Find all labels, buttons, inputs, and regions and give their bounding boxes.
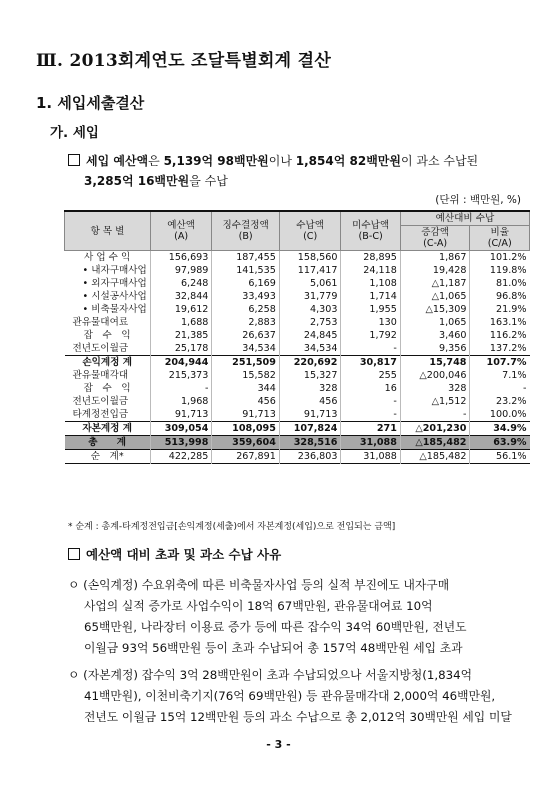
cell-unreceived: 28,895 bbox=[341, 251, 400, 265]
cell-unreceived: 16 bbox=[341, 382, 400, 395]
row-label: 타계정전입금 bbox=[72, 409, 129, 420]
cell-received: 34,534 bbox=[279, 342, 341, 356]
cell-unreceived: - bbox=[341, 395, 400, 408]
cell-unreceived: 130 bbox=[341, 316, 400, 329]
bullet-line: 65백만원, 나라장터 이용료 증가 등에 따른 잡수익 34억 60백만원, 전년도 bbox=[84, 620, 467, 634]
summary-text: 은 bbox=[148, 154, 164, 168]
bullet-line: (자본계정) 잡수익 3억 28백만원이 초과 수납되었으나 서울지방청(1,834억 bbox=[83, 668, 473, 682]
table-row bbox=[65, 316, 530, 329]
table-row bbox=[65, 251, 530, 265]
table-row bbox=[65, 422, 530, 436]
table-row bbox=[65, 382, 530, 395]
section-heading: 1. 세입세출결산 bbox=[36, 94, 145, 112]
cell-ratio: 119.8% bbox=[470, 264, 530, 277]
summary-text: 이 과소 수납된 bbox=[400, 154, 479, 168]
bullet-line: 이월금 93억 56백만원 등이 초과 수납되어 총 157억 48백만원 세입 초과 bbox=[84, 641, 463, 655]
table-row bbox=[65, 264, 530, 277]
cell-determined: 91,713 bbox=[212, 408, 279, 422]
cell-determined: 26,637 bbox=[212, 329, 279, 342]
cell-budget: 309,054 bbox=[150, 422, 212, 436]
table-row bbox=[65, 395, 530, 408]
footnote: * 순계 : 총계-타계정전입금[손익계정(세출)에서 자본계정(세입)으로 전입되는 금액] bbox=[68, 522, 396, 532]
row-label: • 비축물자사업 bbox=[82, 304, 147, 315]
cell-change: 15,748 bbox=[400, 356, 470, 370]
bullet-capital-account bbox=[68, 665, 528, 728]
cell-ratio: 81.0% bbox=[470, 277, 530, 290]
table-row bbox=[65, 342, 530, 356]
cell-budget: 215,373 bbox=[150, 369, 212, 382]
cell-unreceived: 30,817 bbox=[341, 356, 400, 370]
bullet-operating-account bbox=[68, 575, 528, 659]
header-change: 증감액 (C-A) bbox=[400, 226, 470, 251]
cell-unreceived: 31,088 bbox=[341, 450, 400, 464]
cell-received: 31,779 bbox=[279, 290, 341, 303]
cell-ratio: 107.7% bbox=[470, 356, 530, 370]
cell-unreceived: 1,955 bbox=[341, 303, 400, 316]
revenue-table bbox=[64, 210, 530, 464]
summary-text: 을 수납 bbox=[189, 174, 228, 188]
cell-ratio: 63.9% bbox=[470, 436, 530, 450]
cell-change: 1,867 bbox=[400, 251, 470, 265]
cell-unreceived: 1,714 bbox=[341, 290, 400, 303]
cell-change: 19,428 bbox=[400, 264, 470, 277]
cell-ratio: 21.9% bbox=[470, 303, 530, 316]
bullet-line: 전년도 이월금 15억 12백만원 등의 과소 수납으로 총 2,012억 30백만원 세입 미달 bbox=[84, 710, 512, 724]
cell-budget: 25,178 bbox=[150, 342, 212, 356]
cell-determined: 6,169 bbox=[212, 277, 279, 290]
row-label: 관유물대여료 bbox=[72, 317, 129, 328]
shortfall-amount: 1,854억 82백만원 bbox=[295, 154, 401, 168]
cell-budget: 19,612 bbox=[150, 303, 212, 316]
cell-received: 117,417 bbox=[279, 264, 341, 277]
cell-budget: 91,713 bbox=[150, 408, 212, 422]
table-row bbox=[65, 369, 530, 382]
revenue-summary bbox=[68, 151, 528, 191]
chapter-heading: Ⅲ. 2013회계연도 조달특별회계 결산 bbox=[36, 51, 332, 71]
cell-budget: 422,285 bbox=[150, 450, 212, 464]
subsection-heading: 가. 세입 bbox=[50, 125, 99, 141]
header-determined: 징수결정액 (B) bbox=[212, 211, 279, 251]
page-number: - 3 - bbox=[266, 738, 291, 751]
cell-unreceived: 31,088 bbox=[341, 436, 400, 450]
cell-ratio: 101.2% bbox=[470, 251, 530, 265]
cell-determined: 141,535 bbox=[212, 264, 279, 277]
cell-change: 9,356 bbox=[400, 342, 470, 356]
cell-unreceived: 1,108 bbox=[341, 277, 400, 290]
row-label: 손익계정 계 bbox=[65, 356, 151, 370]
cell-unreceived: - bbox=[341, 408, 400, 422]
cell-received: 236,803 bbox=[279, 450, 341, 464]
cell-unreceived: 271 bbox=[341, 422, 400, 436]
cell-change: 3,460 bbox=[400, 329, 470, 342]
cell-received: 107,824 bbox=[279, 422, 341, 436]
cell-unreceived: 24,118 bbox=[341, 264, 400, 277]
cell-budget: 32,844 bbox=[150, 290, 212, 303]
cell-change: △185,482 bbox=[400, 450, 470, 464]
table-row bbox=[65, 356, 530, 370]
cell-received: 5,061 bbox=[279, 277, 341, 290]
row-label: 자본계정 계 bbox=[65, 422, 151, 436]
cell-determined: 251,509 bbox=[212, 356, 279, 370]
cell-budget: 156,693 bbox=[150, 251, 212, 265]
cell-received: 2,753 bbox=[279, 316, 341, 329]
cell-change: △185,482 bbox=[400, 436, 470, 450]
bullet-marker: ㅇ bbox=[68, 578, 80, 592]
cell-determined: 15,582 bbox=[212, 369, 279, 382]
cell-change: 328 bbox=[400, 382, 470, 395]
reason-heading: 예산액 대비 초과 및 과소 수납 사유 bbox=[68, 545, 281, 563]
table-body bbox=[65, 251, 530, 464]
cell-ratio: 96.8% bbox=[470, 290, 530, 303]
cell-received: 15,327 bbox=[279, 369, 341, 382]
row-label: 사 업 수 익 bbox=[84, 252, 131, 263]
cell-change: - bbox=[400, 408, 470, 422]
table-row bbox=[65, 290, 530, 303]
row-label: 전년도이월금 bbox=[72, 396, 129, 407]
bullet-line: 사업의 실적 증가로 사업수익이 18억 67백만원, 관유물대여료 10억 bbox=[84, 599, 433, 613]
cell-budget: 1,968 bbox=[150, 395, 212, 408]
cell-ratio: 56.1% bbox=[470, 450, 530, 464]
cell-budget: 513,998 bbox=[150, 436, 212, 450]
checkbox-square-icon bbox=[68, 154, 80, 166]
cell-change: △15,309 bbox=[400, 303, 470, 316]
row-label: 잡 수 익 bbox=[83, 330, 131, 341]
cell-change: △200,046 bbox=[400, 369, 470, 382]
cell-determined: 267,891 bbox=[212, 450, 279, 464]
bullet-marker: ㅇ bbox=[68, 668, 80, 682]
cell-received: 91,713 bbox=[279, 408, 341, 422]
table-row bbox=[65, 277, 530, 290]
cell-budget: 97,989 bbox=[150, 264, 212, 277]
cell-ratio: - bbox=[470, 382, 530, 395]
cell-ratio: 137.2% bbox=[470, 342, 530, 356]
cell-unreceived: 1,792 bbox=[341, 329, 400, 342]
table-row bbox=[65, 436, 530, 450]
cell-unreceived: - bbox=[341, 342, 400, 356]
header-unreceived: 미수납액 (B-C) bbox=[341, 211, 400, 251]
cell-determined: 6,258 bbox=[212, 303, 279, 316]
cell-determined: 33,493 bbox=[212, 290, 279, 303]
cell-ratio: 163.1% bbox=[470, 316, 530, 329]
received-amount: 3,285억 16백만원 bbox=[84, 174, 190, 188]
cell-change: △1,512 bbox=[400, 395, 470, 408]
cell-change: △1,065 bbox=[400, 290, 470, 303]
unit-label: (단위 : 백만원, %) bbox=[435, 194, 521, 206]
row-label: 순 계* bbox=[65, 450, 151, 464]
cell-budget: 6,248 bbox=[150, 277, 212, 290]
cell-received: 4,303 bbox=[279, 303, 341, 316]
cell-ratio: 116.2% bbox=[470, 329, 530, 342]
row-label: 관유물매각대 bbox=[72, 370, 129, 381]
header-item: 항 목 별 bbox=[65, 211, 151, 251]
cell-budget: 1,688 bbox=[150, 316, 212, 329]
bullet-line: (손익계정) 수요위축에 따른 비축물자사업 등의 실적 부진에도 내자구매 bbox=[83, 578, 450, 592]
header-budget: 예산액 (A) bbox=[150, 211, 212, 251]
cell-determined: 34,534 bbox=[212, 342, 279, 356]
cell-budget: 204,944 bbox=[150, 356, 212, 370]
header-received: 수납액 (C) bbox=[279, 211, 341, 251]
table-row bbox=[65, 303, 530, 316]
cell-change: △201,230 bbox=[400, 422, 470, 436]
cell-change: 1,065 bbox=[400, 316, 470, 329]
row-label: 총 계 bbox=[65, 436, 151, 450]
bullet-line: 41백만원), 이천비축기지(76억 69백만원) 등 관유물매각대 2,000억 46백만원, bbox=[84, 689, 496, 703]
cell-ratio: 23.2% bbox=[470, 395, 530, 408]
header-ratio: 비율 (C/A) bbox=[470, 226, 530, 251]
cell-determined: 108,095 bbox=[212, 422, 279, 436]
cell-determined: 2,883 bbox=[212, 316, 279, 329]
header-vs-budget: 예산대비 수납 bbox=[400, 211, 529, 226]
summary-label: 세입 예산액 bbox=[86, 154, 149, 168]
cell-received: 328,516 bbox=[279, 436, 341, 450]
row-label: 잡 수 익 bbox=[83, 383, 131, 394]
cell-determined: 456 bbox=[212, 395, 279, 408]
row-label: • 외자구매사업 bbox=[82, 278, 147, 289]
table-row bbox=[65, 408, 530, 422]
cell-received: 24,845 bbox=[279, 329, 341, 342]
cell-ratio: 7.1% bbox=[470, 369, 530, 382]
cell-unreceived: 255 bbox=[341, 369, 400, 382]
cell-budget: 21,385 bbox=[150, 329, 212, 342]
cell-change: △1,187 bbox=[400, 277, 470, 290]
budget-amount: 5,139억 98백만원 bbox=[163, 154, 269, 168]
cell-received: 456 bbox=[279, 395, 341, 408]
cell-ratio: 100.0% bbox=[470, 408, 530, 422]
cell-determined: 359,604 bbox=[212, 436, 279, 450]
row-label: • 내자구매사업 bbox=[82, 265, 147, 276]
cell-received: 328 bbox=[279, 382, 341, 395]
cell-received: 220,692 bbox=[279, 356, 341, 370]
table-row bbox=[65, 450, 530, 464]
cell-budget: - bbox=[150, 382, 212, 395]
checkbox-square-icon bbox=[68, 548, 80, 560]
cell-determined: 187,455 bbox=[212, 251, 279, 265]
row-label: • 시설공사사업 bbox=[82, 291, 147, 302]
table-row bbox=[65, 329, 530, 342]
summary-text: 이나 bbox=[268, 154, 296, 168]
cell-received: 158,560 bbox=[279, 251, 341, 265]
row-label: 전년도이월금 bbox=[72, 343, 129, 354]
cell-determined: 344 bbox=[212, 382, 279, 395]
cell-ratio: 34.9% bbox=[470, 422, 530, 436]
